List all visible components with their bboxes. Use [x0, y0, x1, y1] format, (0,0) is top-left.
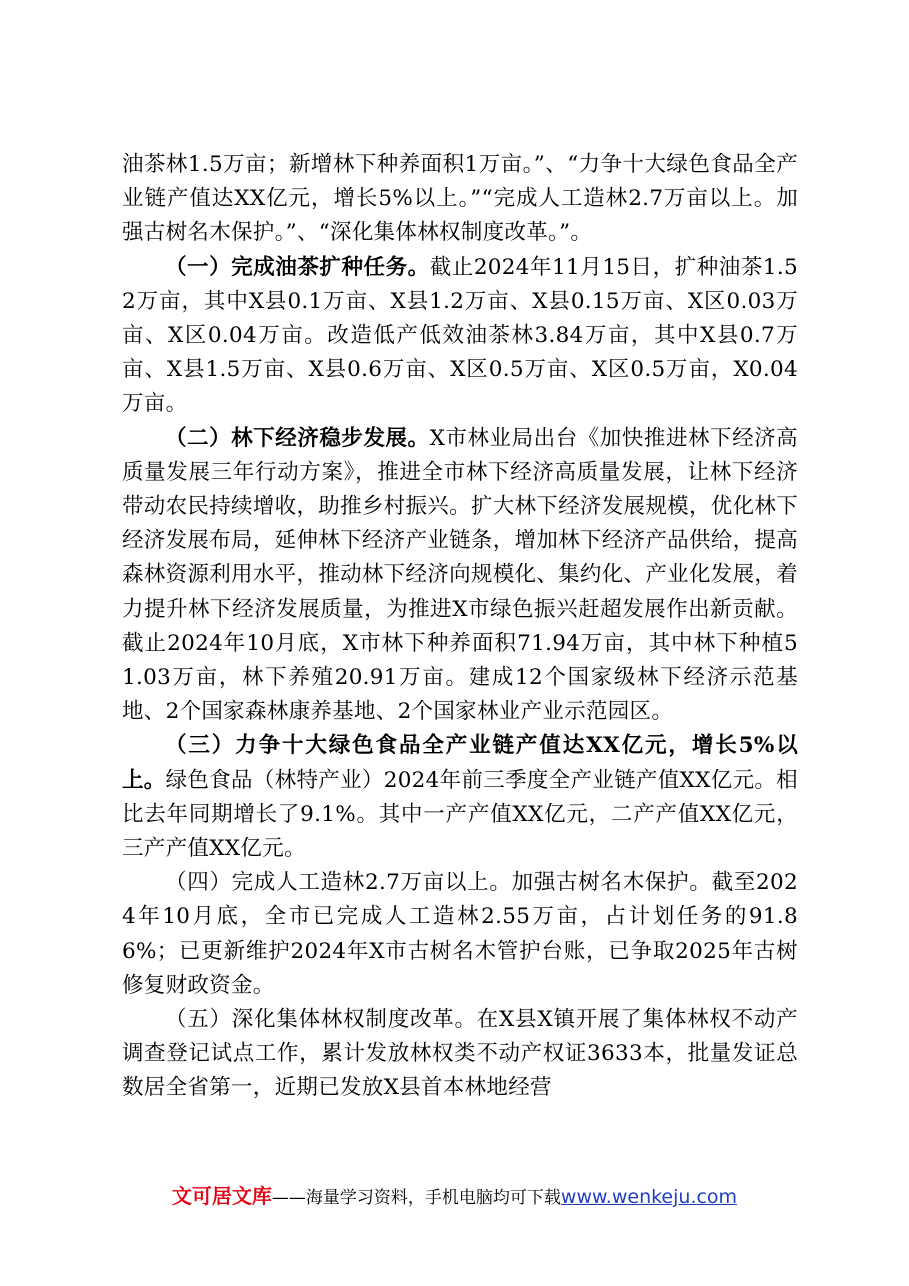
- paragraph-section-3: [122, 729, 798, 866]
- paragraph-text: （四）完成人工造林2.7万亩以上。加强古树名木保护。截至2024年10月底，全市已完成人工造林2.55万亩，占计划任务的91.86%；已更新维护2024年X市古树名木管护台账，已争取2025年古树修复财政资金。: [122, 870, 798, 998]
- footer-brand: 文可居文库: [171, 1184, 272, 1208]
- footer-slogan: ——海量学习资料，手机电脑均可下载: [271, 1188, 561, 1208]
- paragraph-text: X市林业局出台《加快推进林下经济高质量发展三年行动方案》，推进全市林下经济高质量发展，让林下经济带动农民持续增收，助推乡村振兴。扩大林下经济发展规模，优化林下经济发展布局，延伸林下经济产业链条，增加林下经济产品供给，提高森林资源利用水平，推动林下经济向规模化、集约化、产业化发展，着力提升林下经济发展质量，为推进X市绿色振兴赶超发展作出新贡献。截止2024年10月底，X市林下种养面积71.94万亩，其中林下种植51.03万亩，林下养殖20.91万亩。建成12个国家级林下经济示范基地、2个国家森林康养基地、2个国家林业产业示范园区。: [122, 425, 798, 725]
- paragraph-text: （五）深化集体林权制度改革。在X县X镇开展了集体林权不动产调查登记试点工作，累计发放林权类不动产权证3633本，批量发证总数居全省第一，近期已发放X县首本林地经营: [122, 1007, 798, 1101]
- section-heading: （三）力争十大绿色食品全产业链产值达XX亿元，增长5%以上。: [122, 733, 798, 793]
- paragraph-text: 截止2024年11月15日，扩种油茶1.52万亩，其中X县0.1万亩、X县1.2万亩、X县0.15万亩、X区0.03万亩、X区0.04万亩。改造低产低效油茶林3.84万亩，其中X县0.7万亩、X县1.5万亩、X县0.6万亩、X区0.5万亩、X区0.5万亩，X0.04万亩。: [122, 254, 798, 417]
- document-body: [122, 148, 798, 1106]
- paragraph-section-2: [122, 422, 798, 730]
- paragraph-section-5: [122, 1003, 798, 1106]
- paragraph-text: 油茶林1.5万亩；新增林下种养面积1万亩。”、“力争十大绿色食品全产业链产值达XX亿元，增长5%以上。”“完成人工造林2.7万亩以上。加强古树名木保护。”、“深化集体林权制度改革。”。: [122, 152, 798, 246]
- paragraph-section-1: [122, 251, 798, 422]
- section-heading: （二）林下经济稳步发展。: [165, 425, 430, 451]
- page-footer: [0, 1180, 909, 1209]
- paragraph-section-4: [122, 866, 798, 1003]
- paragraph-text: 绿色食品（林特产业）2024年前三季度全产业链产值XX亿元。相比去年同期增长了9.1%。其中一产产值XX亿元，二产产值XX亿元，三产产值XX亿元。: [122, 767, 798, 862]
- paragraph-intro: [122, 148, 798, 251]
- section-heading: （一）完成油茶扩种任务。: [165, 254, 430, 280]
- footer-url-link[interactable]: www.wenkeju.com: [560, 1186, 738, 1208]
